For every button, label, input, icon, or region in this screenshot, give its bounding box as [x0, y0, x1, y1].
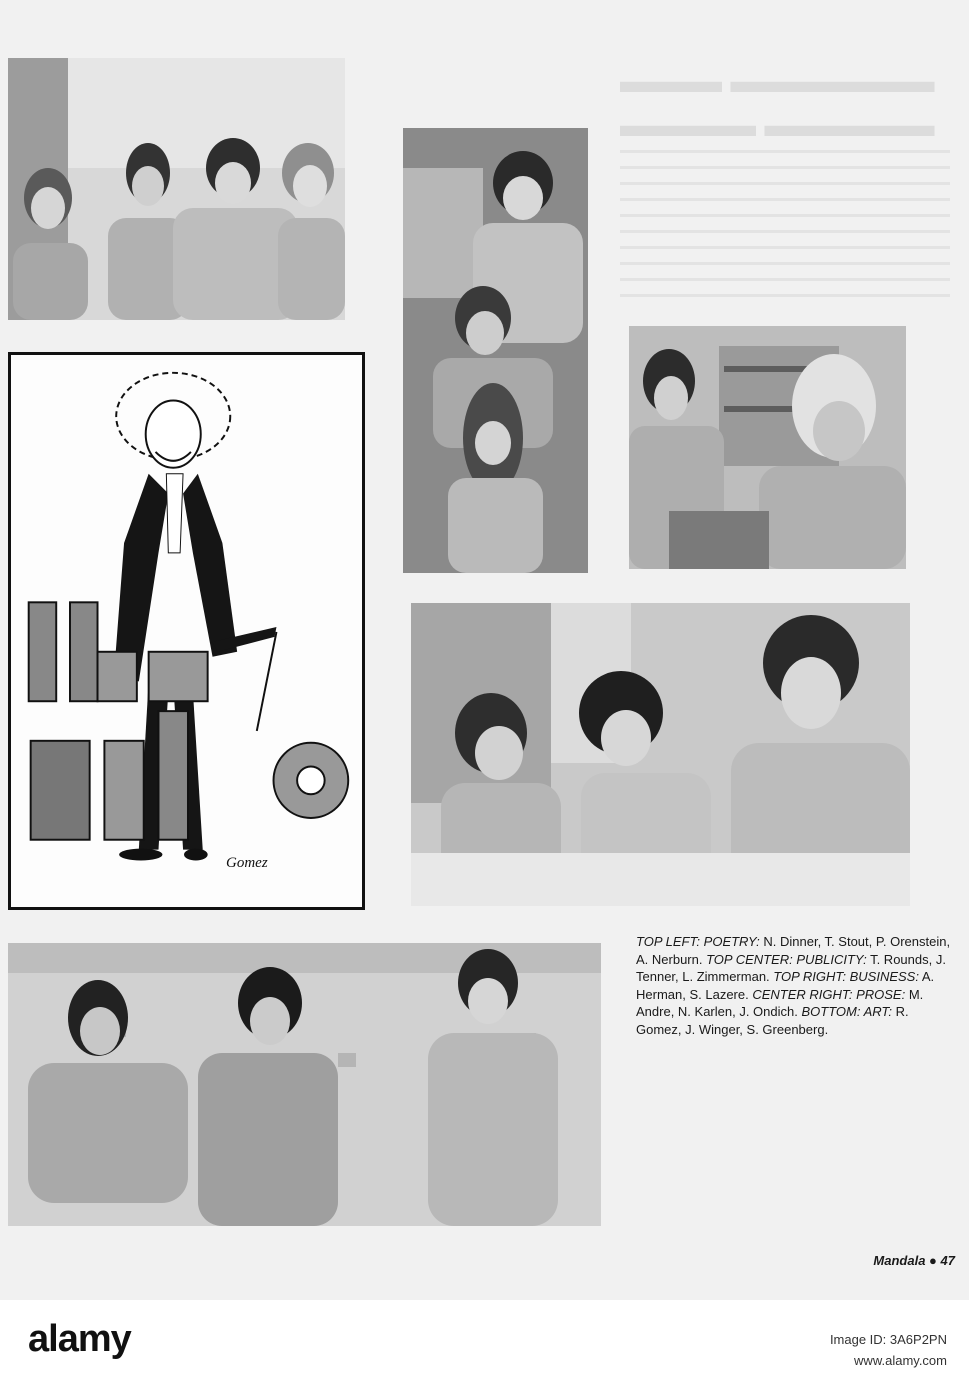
photo-business-staff [629, 326, 906, 569]
bleed-through-lines [620, 150, 950, 320]
photo-prose-staff [411, 603, 910, 906]
caption-label-publicity: TOP CENTER: PUBLICITY: [706, 951, 867, 967]
stock-url: www.alamy.com [854, 1353, 947, 1368]
the-arts-poster [8, 352, 365, 910]
bullet-icon: ● [929, 1253, 937, 1268]
caption-names-poetry: N. Dinner, T. Stout, P. Orenstein, A. Nerburn. [636, 934, 951, 967]
caption-label-art: BOTTOM: ART: [801, 1004, 892, 1019]
caption-names-prose: M. Andre, N. Karlen, J. Ondich. [636, 986, 924, 1019]
stock-brand-logo: alamy [28, 1318, 131, 1360]
caption-label-prose: CENTER RIGHT: PROSE: [752, 986, 906, 1002]
stock-image-id: Image ID: 3A6P2PN [829, 1332, 947, 1347]
photo-poetry-staff [8, 58, 345, 320]
artist-signature: Gomez [226, 855, 268, 871]
caption-label-business: TOP RIGHT: BUSINESS: [773, 969, 919, 984]
page-number: 47 [940, 1253, 955, 1268]
caricature-illustration [11, 355, 362, 907]
caption-label-poetry: TOP LEFT: POETRY: [636, 934, 760, 949]
caption-names-art: R. Gomez, J. Winger, S. Greenberg. [636, 1004, 909, 1037]
photo-caption [636, 933, 952, 1038]
publication-name: Mandala [873, 1253, 926, 1268]
stock-footer [0, 1300, 969, 1390]
caption-names-publicity: T. Rounds, J. Tenner, L. Zimmerman. [636, 951, 946, 984]
caption-names-business: A. Herman, S. Lazere. [636, 969, 935, 1002]
photo-art-staff [8, 943, 601, 1226]
bleed-through-text: ▬▬▬ ▬▬▬▬▬▬ ▬▬▬▬ ▬▬▬▬▬ [620, 63, 935, 144]
photo-publicity-staff [403, 128, 588, 573]
page-folio [873, 1253, 955, 1268]
